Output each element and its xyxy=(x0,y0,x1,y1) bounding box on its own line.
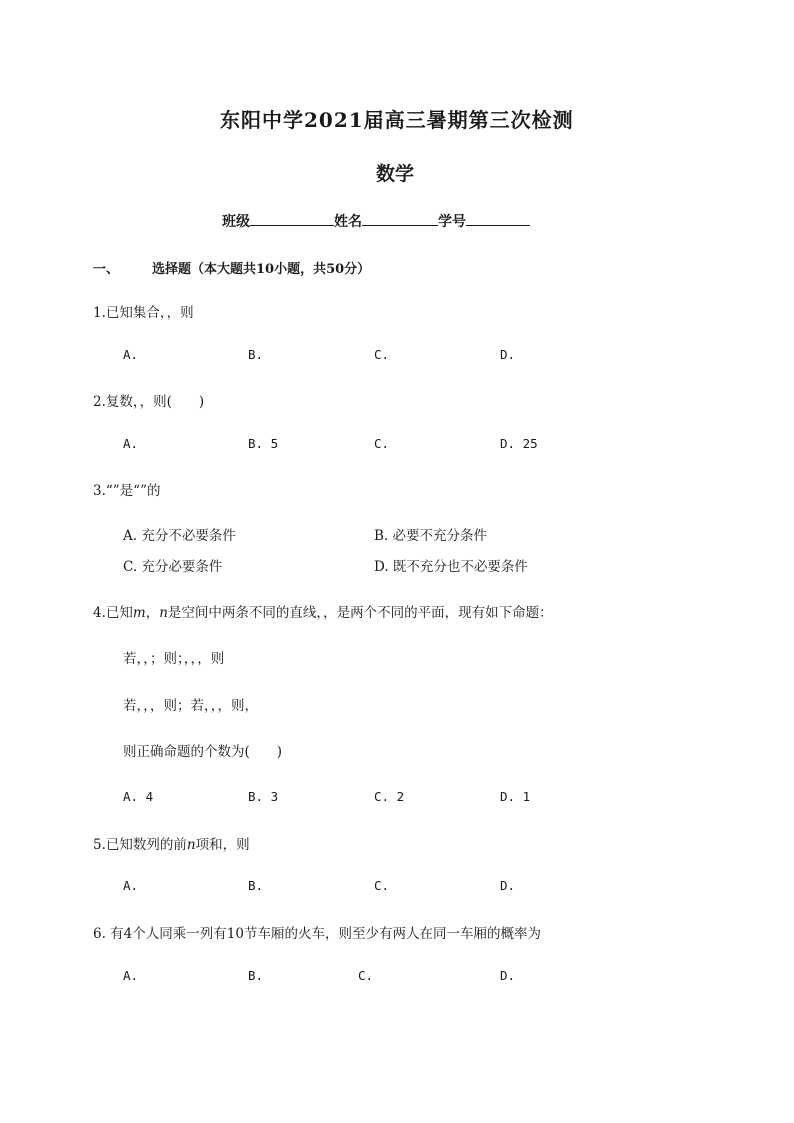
name-label: 姓名 xyxy=(334,214,362,230)
q5-var-n: n xyxy=(186,837,196,853)
q4-var-n: n xyxy=(159,605,168,621)
q4-option-a[interactable]: A. 4 xyxy=(123,789,154,804)
q4-prompt-line: 则正确命题的个数为( ) xyxy=(123,744,283,760)
subject-title: 数学 xyxy=(376,163,415,185)
class-label: 班级 xyxy=(222,214,250,230)
q4-option-b[interactable]: B. 3 xyxy=(248,789,279,804)
q1-option-c[interactable]: C. xyxy=(374,347,390,362)
q1-option-a[interactable]: A. xyxy=(123,347,139,362)
q2-option-c[interactable]: C. xyxy=(374,436,390,451)
q5-option-c[interactable]: C. xyxy=(374,878,390,893)
q4-stem-prefix: 4.已知 xyxy=(93,605,133,621)
q3-option-c[interactable]: C. 充分必要条件 xyxy=(123,559,223,575)
q1-option-b[interactable]: B. xyxy=(248,347,264,362)
q5-stem-prefix: 5.已知数列的前 xyxy=(93,837,187,853)
q6-option-b[interactable]: B. xyxy=(248,968,264,983)
q5-option-d[interactable]: D. xyxy=(500,878,516,893)
question-5-stem xyxy=(93,833,250,853)
q4-option-d[interactable]: D. 1 xyxy=(500,789,531,804)
class-blank[interactable] xyxy=(250,211,334,226)
q4-option-c[interactable]: C. 2 xyxy=(374,789,405,804)
q3-option-b[interactable]: B. 必要不充分条件 xyxy=(374,528,488,544)
question-3-stem: 3.“”是“”的 xyxy=(93,483,161,499)
question-4-stem xyxy=(93,601,553,621)
q3-option-a[interactable]: A. 充分不必要条件 xyxy=(123,528,236,544)
question-2-stem: 2.复数，，则( ) xyxy=(93,394,205,410)
q4-stem-comma: ， xyxy=(145,605,160,621)
q1-option-d[interactable]: D. xyxy=(500,347,516,362)
q6-option-a[interactable]: A. xyxy=(123,968,139,983)
q5-stem-rest: 项和，则 xyxy=(195,837,250,853)
section-title: 选择题（本大题共10小题，共50分） xyxy=(152,262,371,277)
q4-proposition-line-1: 若，，；则；，，，则 xyxy=(123,651,225,667)
id-blank[interactable] xyxy=(466,211,530,226)
q4-proposition-line-2: 若，，，则；若，，，则， xyxy=(123,698,258,714)
section-number: 一、 xyxy=(93,262,120,277)
q5-option-a[interactable]: A. xyxy=(123,878,139,893)
q2-option-b[interactable]: B. 5 xyxy=(248,436,279,451)
exam-title: 东阳中学2021届高三暑期第三次检测 xyxy=(220,108,574,132)
id-label: 学号 xyxy=(438,214,466,230)
q2-option-d[interactable]: D. 25 xyxy=(500,436,538,451)
q4-stem-rest: 是空间中两条不同的直线，，是两个不同的平面，现有如下命题： xyxy=(167,605,553,621)
question-1-stem: 1.已知集合，，则 xyxy=(93,305,194,321)
question-6-stem: 6. 有4个人同乘一列有10节车厢的火车，则至少有两人在同一车厢的概率为 xyxy=(93,926,541,942)
q5-option-b[interactable]: B. xyxy=(248,878,264,893)
student-info-line xyxy=(222,211,530,231)
q6-option-c[interactable]: C. xyxy=(358,968,374,983)
q2-option-a[interactable]: A. xyxy=(123,436,139,451)
q6-option-d[interactable]: D. xyxy=(500,968,516,983)
q4-var-m: m xyxy=(132,605,146,621)
q3-option-d[interactable]: D. 既不充分也不必要条件 xyxy=(374,559,528,575)
name-blank[interactable] xyxy=(362,211,438,226)
